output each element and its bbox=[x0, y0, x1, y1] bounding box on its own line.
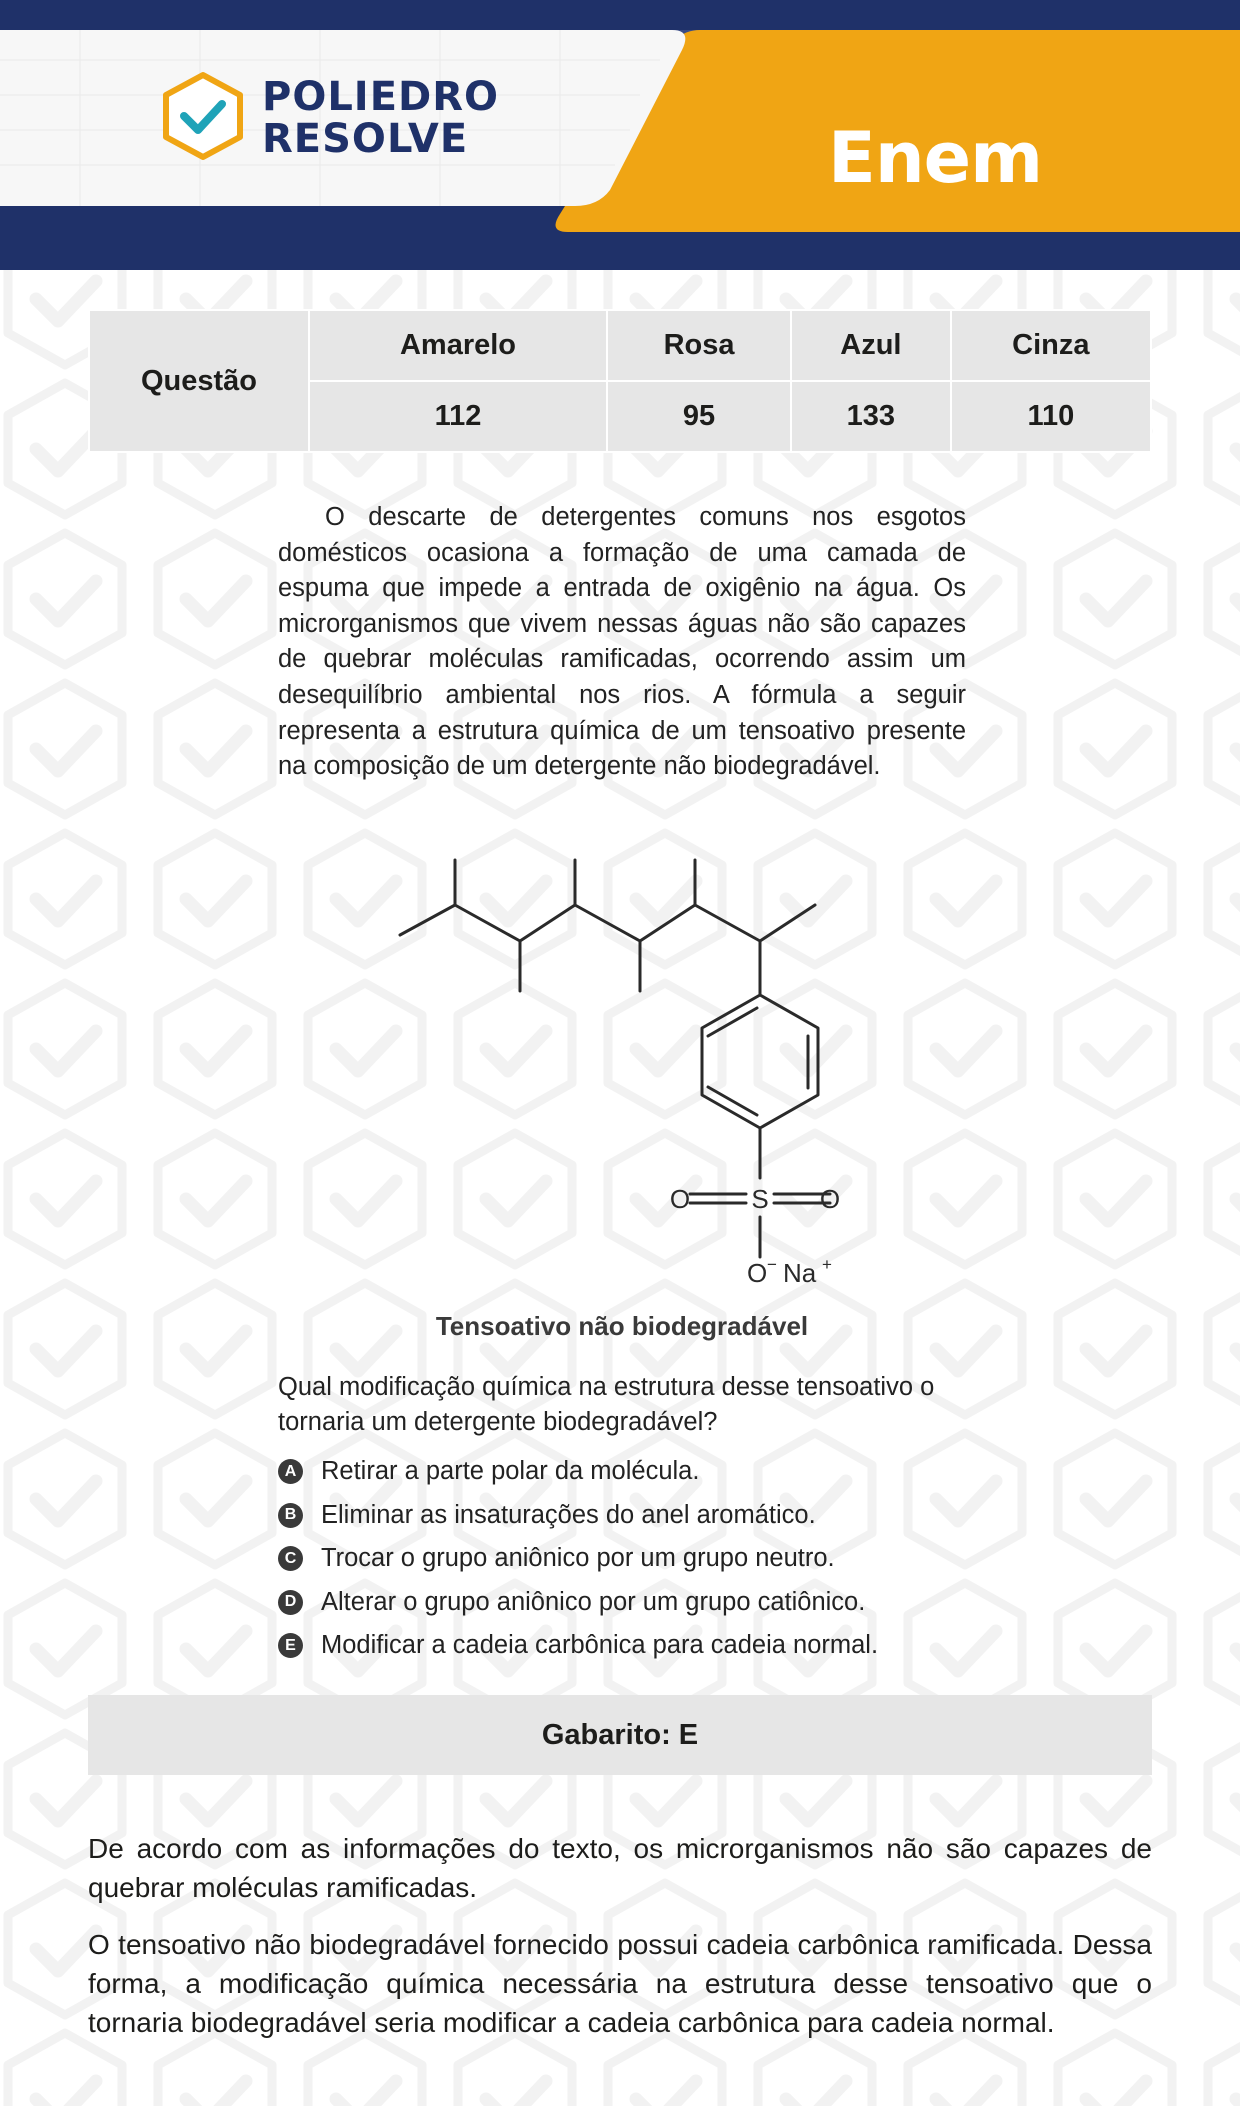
table-cell: 95 bbox=[607, 381, 791, 452]
option-text: Trocar o grupo aniônico por um grupo neutro. bbox=[321, 1544, 835, 1573]
option-letter-badge: E bbox=[278, 1633, 303, 1658]
header-banner bbox=[0, 0, 1240, 270]
exam-title: Enem bbox=[828, 117, 1043, 199]
table-header-cell: Cinza bbox=[951, 310, 1151, 381]
table-header-cell: Rosa bbox=[607, 310, 791, 381]
option-text: Modificar a cadeia carbônica para cadeia normal. bbox=[321, 1631, 879, 1660]
oxygen-atom-right-label: O bbox=[819, 1184, 841, 1214]
answer-key-bar bbox=[88, 1695, 1152, 1775]
explanation-paragraph-1: De acordo com as informações do texto, os microrganismos não são capazes de quebrar moléculas ramificadas. bbox=[88, 1833, 1152, 1903]
option-letter-badge: D bbox=[278, 1590, 303, 1615]
question-paragraph: O descarte de detergentes comuns nos esgotos domésticos ocasiona a formação de uma camada de espuma que impede a entrada de oxigênio na água. Os microrganismos que vivem nessas águas não são capazes de quebrar moléculas ramificadas, ocorrendo assim um desequilíbrio ambiental nos rios. A fórmula a seguir representa a estrutura química de um tensoativo presente na composição de um detergente não biodegradável. bbox=[278, 503, 966, 781]
option-letter-badge: C bbox=[278, 1546, 303, 1571]
checkmark-hexagon-logo-icon bbox=[160, 70, 246, 162]
answer-options bbox=[278, 1450, 878, 1668]
answer-key-label: Gabarito: E bbox=[541, 1718, 699, 1751]
option-d[interactable] bbox=[278, 1581, 878, 1625]
oxygen-atom-left-label: O bbox=[669, 1184, 691, 1214]
option-a[interactable] bbox=[278, 1450, 878, 1494]
surfactant-structure-diagram bbox=[390, 845, 841, 1295]
sodium-ion-label: Na bbox=[783, 1258, 817, 1288]
explanation-paragraph-2: O tensoativo não biodegradável fornecido possui cadeia carbônica ramificada. Dessa forma, a modificação química necessária na estrutura desse tensoativo que o tornaria biodegradável seria modificar a cadeia carbônica para cadeia normal. bbox=[88, 1929, 1152, 2038]
logo-line-2: RESOLVE bbox=[262, 116, 469, 162]
option-letter-badge: B bbox=[278, 1503, 303, 1528]
question-number-table bbox=[88, 309, 1152, 453]
option-text: Eliminar as insaturações do anel aromático. bbox=[321, 1500, 816, 1529]
option-c[interactable] bbox=[278, 1537, 878, 1581]
question-prompt: Qual modificação química na estrutura desse tensoativo o tornaria um detergente biodegradável? bbox=[278, 1373, 935, 1436]
sodium-ion-charge: + bbox=[822, 1255, 832, 1274]
option-text: Retirar a parte polar da molécula. bbox=[321, 1457, 700, 1486]
table-header-cell: Azul bbox=[791, 310, 951, 381]
figure-caption: Tensoativo não biodegradável bbox=[435, 1311, 809, 1341]
logo-wordmark bbox=[262, 76, 499, 160]
option-text: Alterar o grupo aniônico por um grupo catiônico. bbox=[321, 1587, 866, 1616]
logo-line-1: POLIEDRO bbox=[262, 74, 500, 120]
oxygen-ion-label: O bbox=[747, 1258, 768, 1288]
option-e[interactable] bbox=[278, 1624, 878, 1668]
option-letter-badge: A bbox=[278, 1459, 303, 1484]
table-cell: 112 bbox=[309, 381, 607, 452]
table-row bbox=[89, 310, 1151, 381]
oxygen-ion-charge: − bbox=[767, 1255, 777, 1274]
table-cell: 133 bbox=[791, 381, 951, 452]
table-header-cell: Amarelo bbox=[309, 310, 607, 381]
table-row-label: Questão bbox=[89, 310, 309, 452]
sulfur-atom-label: S bbox=[751, 1184, 769, 1214]
option-b[interactable] bbox=[278, 1494, 878, 1538]
table-cell: 110 bbox=[951, 381, 1151, 452]
